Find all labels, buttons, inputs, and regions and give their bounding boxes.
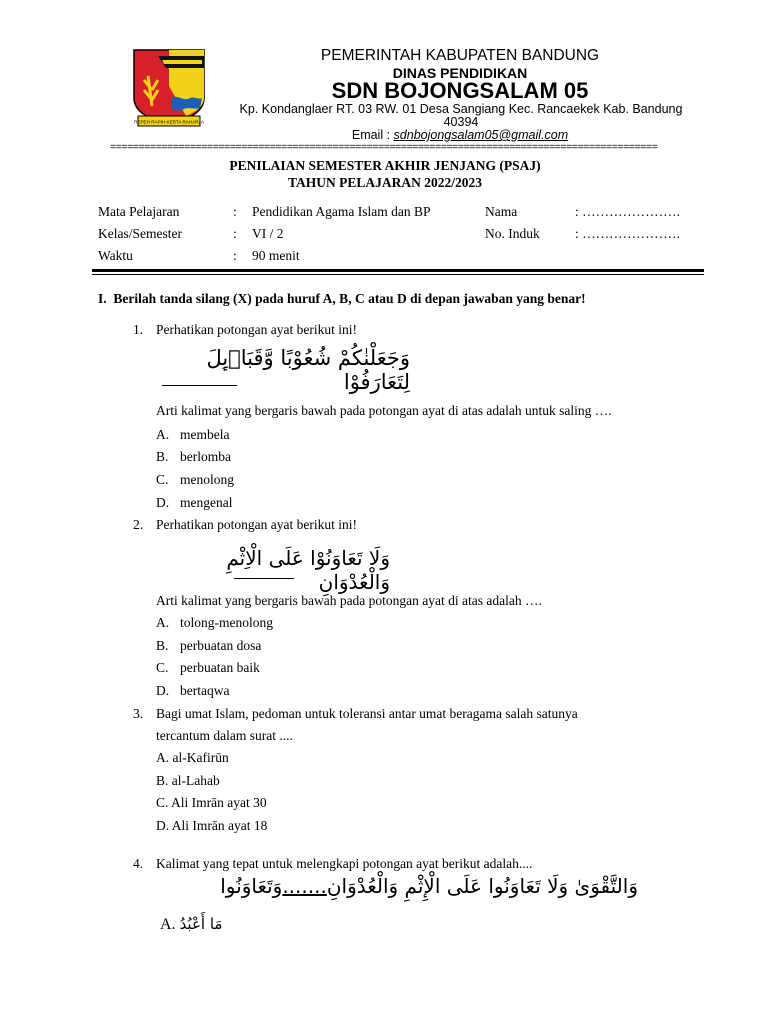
- option-letter: C.: [156, 660, 169, 675]
- info-colon: :: [233, 204, 237, 219]
- divider-thin: [92, 274, 704, 275]
- question-number: 2.: [133, 517, 144, 532]
- option-text: mengenal: [180, 495, 233, 510]
- info-label-name: Nama: [485, 204, 518, 219]
- question-text: Perhatikan potongan ayat berikut ini!: [156, 517, 357, 532]
- option-text: perbuatan baik: [180, 660, 260, 675]
- option-letter: B.: [156, 449, 169, 464]
- verse-left: وَالتَّقْوَىٰ وَلَا تَعَاوَنُوا عَلَى الْإِثْمِ وَالْعُدْوَانِ: [326, 874, 638, 898]
- logo-motto: REPEH RAPIH KERTA RAHARJA: [134, 119, 204, 125]
- info-colon: :: [233, 226, 237, 241]
- info-label-time: Waktu: [98, 248, 133, 263]
- option-letter: C.: [156, 472, 169, 487]
- info-label-subject: Mata Pelajaran: [98, 204, 180, 219]
- info-label-student-id: No. Induk: [485, 226, 540, 241]
- option-letter: A.: [156, 750, 170, 765]
- question-prompt: Arti kalimat yang bergaris bawah pada potongan ayat di atas adalah untuk saling ….: [156, 403, 612, 418]
- verse-right: وَتَعَاوَنُوا: [220, 874, 283, 898]
- question-text: Kalimat yang tepat untuk melengkapi potongan ayat berikut adalah....: [156, 856, 533, 871]
- option-letter: D.: [156, 683, 170, 698]
- section-instruction: [98, 291, 586, 307]
- question-number: 3.: [133, 706, 144, 721]
- section-text: Berilah tanda silang (X) pada huruf A, B, C atau D di depan jawaban yang benar!: [113, 291, 586, 306]
- option-text: al-Lahab: [171, 773, 220, 788]
- info-value-subject: Pendidikan Agama Islam dan BP: [252, 204, 431, 219]
- option-letter: D.: [156, 818, 170, 833]
- option-text: membela: [180, 427, 230, 442]
- option-letter: A.: [156, 615, 170, 630]
- option-text: Ali Imrān ayat 18: [171, 818, 268, 833]
- section-number: I.: [98, 291, 107, 306]
- option-letter: D.: [156, 495, 170, 510]
- address-line-2: 40394: [443, 115, 479, 129]
- address-line-1: Kp. Kondanglaer RT. 03 RW. 01 Desa Sangiang Kec. Rancaekek Kab. Bandung: [239, 102, 683, 116]
- option-text: bertaqwa: [180, 683, 230, 698]
- info-value-class: VI / 2: [252, 226, 284, 241]
- info-colon: :: [233, 248, 237, 263]
- quran-verse: وَلَا تَعَاوَنُوْا عَلَى الْاِثْمِ وَالْعُدْوَانِ: [226, 546, 390, 594]
- school-email: [210, 128, 710, 142]
- info-value-student-id: : ………………….: [575, 226, 681, 241]
- option-item: [156, 773, 220, 789]
- email-link[interactable]: sdnbojongsalam05@gmail.com: [393, 128, 569, 142]
- option-text: berlomba: [180, 449, 231, 464]
- option-letter: C.: [156, 795, 169, 810]
- divider-thick: [92, 269, 704, 272]
- option-item: [156, 750, 229, 766]
- quran-verse: وَجَعَلْنٰكُمْ شُعُوْبًا وَّقَبَاۤىِٕلَ لِتَعَارَفُوْا: [206, 346, 410, 394]
- quran-verse: [170, 874, 638, 898]
- exam-title: PENILAIAN SEMESTER AKHIR JENJANG (PSAJ): [229, 158, 541, 173]
- option-text: al-Kafirūn: [172, 750, 229, 765]
- school-logo: [128, 46, 210, 130]
- question-number: 4.: [133, 856, 144, 871]
- question-text-line-1: Bagi umat Islam, pedoman untuk toleransi antar umat beragama salah satunya: [156, 706, 578, 721]
- option-text: menolong: [180, 472, 234, 487]
- school-address: [226, 103, 696, 129]
- question-prompt: Arti kalimat yang bergaris bawah pada potongan ayat di atas adalah ….: [156, 593, 542, 608]
- info-value-time: 90 menit: [252, 248, 300, 263]
- info-label-class: Kelas/Semester: [98, 226, 182, 241]
- verse-underline: [162, 385, 237, 386]
- option-letter: A.: [160, 916, 176, 933]
- option-item: [160, 915, 222, 934]
- header-department: DINAS PENDIDIKAN: [392, 65, 528, 81]
- option-letter: B.: [156, 638, 169, 653]
- verse-underline: [234, 578, 294, 579]
- option-text: tolong-menolong: [180, 615, 273, 630]
- school-name: SDN BOJONGSALAM 05: [331, 78, 589, 103]
- header-government: PEMERINTAH KABUPATEN BANDUNG: [320, 47, 600, 64]
- option-text: perbuatan dosa: [180, 638, 262, 653]
- question-text: Perhatikan potongan ayat berikut ini!: [156, 322, 357, 337]
- info-value-name: : ………………….: [575, 204, 681, 219]
- email-label: Email :: [351, 128, 394, 142]
- header-separator: ================================================================================================: [110, 142, 658, 154]
- option-item: [156, 818, 267, 834]
- option-letter: B.: [156, 773, 169, 788]
- option-item: [156, 795, 267, 811]
- option-text: مَا أَعْبُدُ: [179, 915, 223, 933]
- question-text-line-2: tercantum dalam surat ....: [156, 728, 293, 743]
- option-letter: A.: [156, 427, 170, 442]
- verse-blank: .......: [282, 874, 327, 898]
- option-text: Ali Imrān ayat 30: [171, 795, 267, 810]
- question-number: 1.: [133, 322, 144, 337]
- exam-year: TAHUN PELAJARAN 2022/2023: [287, 175, 482, 190]
